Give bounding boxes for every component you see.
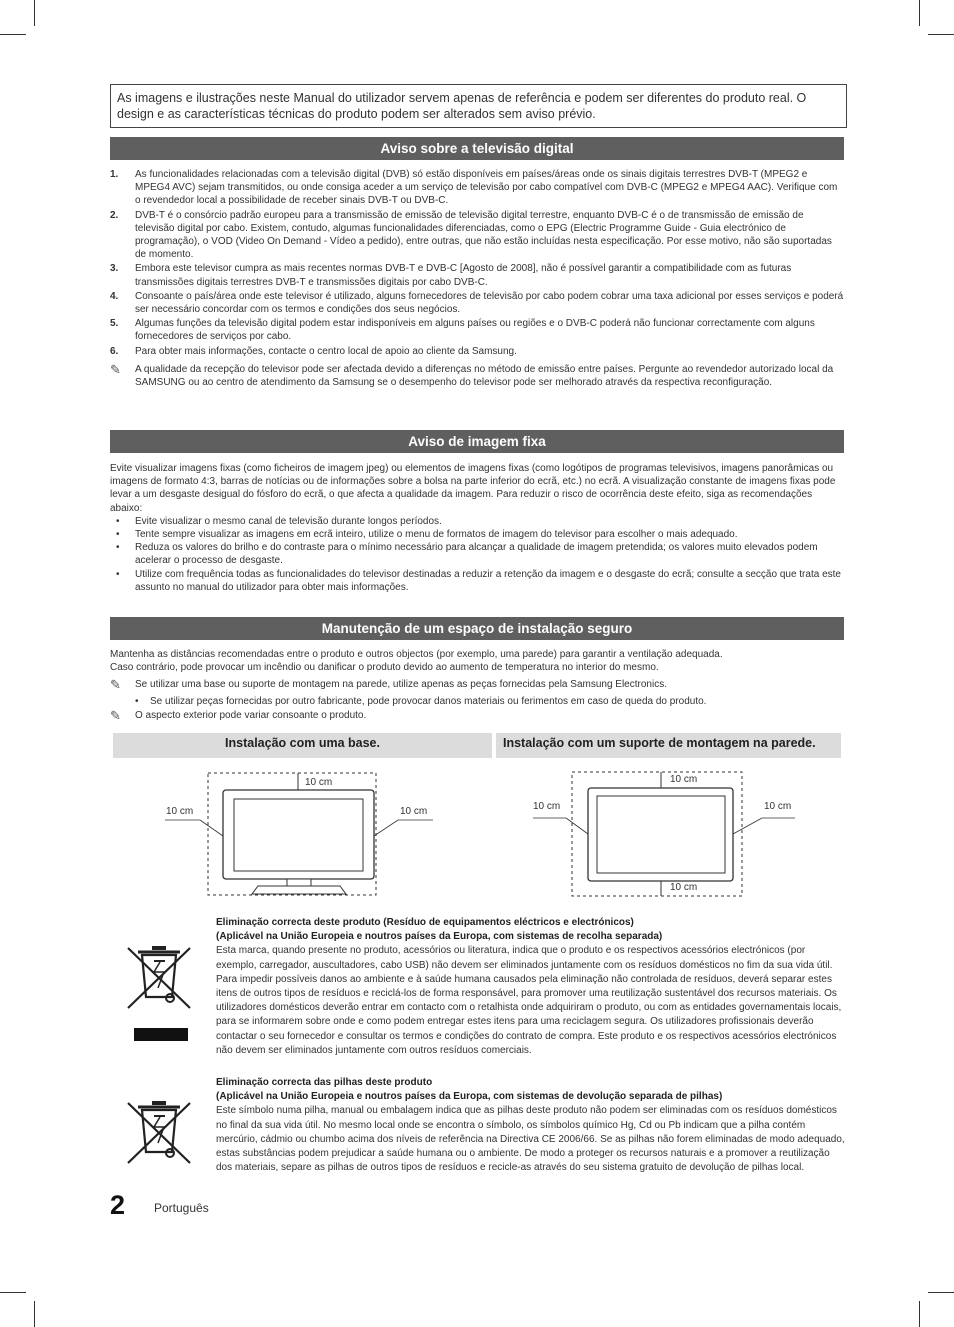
crossed-bin-icon [124,942,194,1042]
installation-text [110,648,844,722]
crop-mark [919,1301,920,1327]
distance-label: 10 cm [400,806,428,817]
installation-stand-heading: Instalação com uma base. [113,733,492,758]
digital-tv-list [110,168,844,390]
distance-label: 10 cm [764,801,792,812]
crop-mark [928,1292,954,1293]
page-number: 2 [110,1190,126,1220]
wall-mount-installation-diagram [530,768,800,902]
disclaimer-box: As imagens e ilustrações neste Manual do utilizador servem apenas de referência e podem ser diferentes do produto real. O design e as características técnicas do produto podem ser alterados sem aviso prévio. [110,84,847,128]
list-item: 5. Algumas funções da televisão digital podem estar indisponíveis em alguns países ou regiões e o DVB-C poderá não funcionar correctamente com alguns fornecedores de serviços por cabo. [110,318,815,343]
note-pencil-icon: ✎ [110,707,121,723]
distance-label: 10 cm [670,774,698,785]
installation-note: ✎ Se utilizar uma base ou suporte de montagem na parede, utilize apenas as peças fornecidas pela Samsung Electronics. [110,677,667,693]
list-item: 3. Embora este televisor cumpra as mais recentes normas DVB-T e DVB-C [Agosto de 2008], não é possível garantir a compatibilidade com as futuras transmissões digitais terrestres DVB-T e transmissões digitais por cabo DVB-C. [110,263,792,288]
list-item: • Utilize com frequência todas as funcionalidades do televisor destinadas a reduzir a retenção da imagem e o desgaste do ecrã; consulte a secção que trata este assunto no manual do utilizador para obter mais informações. [116,568,841,593]
list-item: 1. As funcionalidades relacionadas com a televisão digital (DVB) só estão disponíveis em países/áreas onde os sinais digitais terrestres DVB-T (MPEG2 e MPEG4 AVC) sejam transmitidos, ou onde consiga aceder a um serviço de televisão por cabo compatível com DVB-C (MPEG2 e MPEG4 AAC). Verifique com o revendedor local a possibilidade de receber sinais DVB-T ou DVB-C. [110,169,838,207]
battery-disposal-text: Eliminação correcta das pilhas deste produto (Aplicável na União Europeia e noutros países da Europa, com sistemas de devolução separada de pilhas) Este símbolo numa pilha, manual ou embalagem indica que as pilhas deste produto não podem ser eliminadas com os resíduos domésticos no final da sua vida útil. No mesmo local onde se encontra o símbolo, os símbolos químico Hg, Cd ou Pb indicam que a pilha contém mercúrio, cádmio ou chumbo acima dos níveis de referência na Directiva CE 2006/66. Se as pilhas não forem eliminadas de modo adequado, estas substâncias podem prejudicar a saúde humana ou o ambiente. De modo a proteger os recursos naturais e a promover a reutilização dos materiais, separe as pilhas de outros tipos de resíduos e recicle-as através do seu sistema gratuito de devolução de pilhas local. [216,1077,845,1174]
distance-label: 10 cm [305,777,333,788]
digital-tv-note: ✎ A qualidade da recepção do televisor pode ser afectada devido a diferenças no método de emissão entre países. Pergunte ao revendedor autorizado local da SAMSUNG ou ao centro de atendimento da Samsung se o desempenho do televisor pode ser melhorado através da respectiva reconfiguração. [110,361,834,389]
crop-mark [34,1301,35,1327]
distance-label: 10 cm [166,806,194,817]
installation-note: ✎ O aspecto exterior pode variar consoante o produto. [110,707,367,723]
crop-mark [919,0,920,26]
crop-mark [34,0,35,26]
still-image-text [110,462,844,594]
page-language: Português [154,1201,209,1215]
installation-wall-heading: Instalação com um suporte de montagem na parede. [496,733,841,758]
note-pencil-icon: ✎ [110,677,121,693]
installation-subnote: • Se utilizar peças fornecidas por outro fabricante, pode provocar danos materiais ou ferimentos em caso de queda do produto. [135,695,707,707]
distance-label: 10 cm [670,882,698,893]
section-title-digital-tv: Aviso sobre a televisão digital [110,137,844,160]
installation-intro: Caso contrário, pode provocar um incêndio ou danificar o produto devido ao aumento de temperatura no interior do mesmo. [110,662,659,674]
crop-mark [0,34,26,35]
list-item: 4. Consoante o país/área onde este televisor é utilizado, alguns fornecedores de televisão por cabo podem cobrar uma taxa adicional por esses serviços e poderá ser necessário concordar com os termos e condições dos seus negócios. [110,290,844,316]
section-title-still-image: Aviso de imagem fixa [110,430,844,453]
still-image-intro: Evite visualizar imagens fixas (como ficheiros de imagem jpeg) ou elementos de imagens fixas (como logótipos de programas televisivos, imagens panorâmicas ou imagens de formato 4:3, barras de notícias ou de informações sobre a bolsa na parte inferior do ecrã, etc.) no ecrã. A visualização constante de imagens fixas pode levar a um desgaste desigual do fósforo do ecrã, o que afecta a qualidade da imagem. Para reduzir o risco de ocorrência deste efeito, siga as recomendações abaixo: [110,463,836,514]
list-item: 2. DVB-T é o consórcio padrão europeu para a transmissão de emissão de televisão digital terrestre, enquanto DVB-C é o de transmissão de emissão de televisão digital por cabo. Existem, contudo, algumas funcionalidades diferenciadas, como o EPG (Electric Programme Guide - Guia electrónico de programação), o VOD (Video On Demand - Vídeo a pedido), entre outras, que não estão incluídas nesta especificação. Por esse motivo, não são suportadas de momento. [110,209,832,261]
crop-mark [928,34,954,35]
crop-mark [0,1292,26,1293]
crossed-bin-icon [124,1097,194,1169]
list-item: • Tente sempre visualizar as imagens em ecrã inteiro, utilize o menu de formatos de imagem do televisor para escolher o mais adequado. [116,529,738,541]
list-item: • Evite visualizar o mesmo canal de televisão durante longos períodos. [116,515,442,527]
list-item: 6. Para obter mais informações, contacte o centro local de apoio ao cliente da Samsung. [110,345,517,357]
weee-disposal-text: Eliminação correcta deste produto (Resíduo de equipamentos eléctricos e electrónicos) (Aplicável na União Europeia e noutros países da Europa, com sistemas de recolha separada) Esta marca, quando presente no produto, acessórios ou literatura, indica que o produto e os respectivos acessórios electrónicos (por exemplo, carregador, auscultadores, cabo USB) não devem ser eliminados juntamente com os resíduos domésticos no fim da sua vida útil. Para impedir possíveis danos ao ambiente e à saúde humana causados pela eliminação não controlada de resíduos, deverá separar estes itens de outros tipos de resíduos e reciclá-los de forma responsável, para promover uma reutilização sustentável dos recursos materiais. Os utilizadores domésticos deverão entrar em contacto com o retalhista onde adquiriram o produto, ou com as entidades governamentais locais, para se informarem sobre onde e como podem entregar estes itens para uma reciclagem segura. Os utilizadores profissionais deverão contactar o seu fornecedor e consultar os termos e condições do contrato de compra. Este produto e os respectivos acessórios electrónicos não devem ser eliminados juntamente com outros resíduos comerciais. [216,917,842,1056]
section-title-installation: Manutenção de um espaço de instalação seguro [110,617,844,640]
distance-label: 10 cm [533,801,561,812]
list-item: • Reduza os valores do brilho e do contraste para o mínimo necessário para alcançar a qualidade de imagem pretendida; os valores muito elevados podem acelerar o processo de desgaste. [116,542,818,567]
installation-intro: Mantenha as distâncias recomendadas entre o produto e outros objectos (por exemplo, uma parede) para garantir a ventilação adequada. [110,649,723,660]
note-pencil-icon: ✎ [110,361,121,377]
